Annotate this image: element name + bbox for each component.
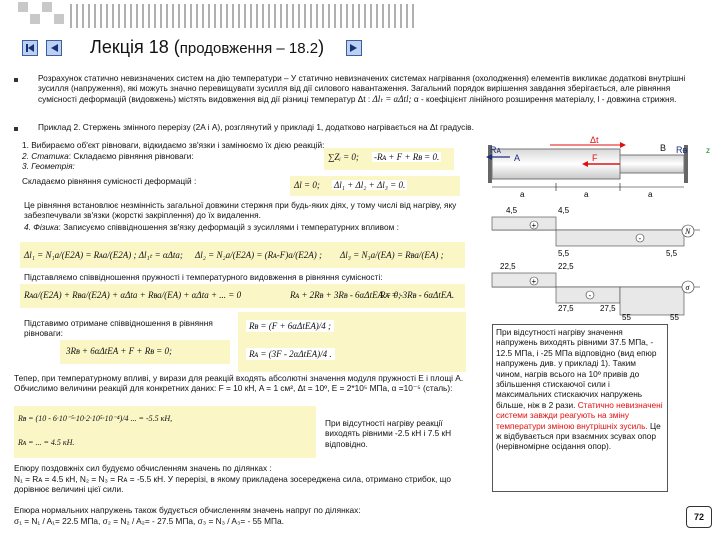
- n-diagram-label: N: [685, 227, 691, 236]
- step-4: 4. Фізика: Записуємо співвідношення зв'язку деформацій з зусиллями і температурних впливом :: [24, 222, 399, 232]
- svg-text:+: +: [531, 221, 537, 230]
- svg-text:-: -: [638, 234, 642, 243]
- conclusion-highlight: Статично невизначені системи завжди реагують на зміну температури зміною внутрішніх зусиль.: [496, 399, 663, 431]
- numeric-paragraph: Тепер, при температурному впливі, у вирази для реакцій входять абсолютні значення модуля пружності E і площі A. Обчислимо величини реакцій для конкретних даних: F = 10 кН, A = 1 см², Δt = 10º, E = 2*10⁵ МПа, α =10⁻⁵ (сталь):: [14, 373, 464, 394]
- substitution-text-1: Підставляємо співвідношення пружності і температурного видовження в рівняння сумісності:: [24, 272, 383, 282]
- n-val-1: 4,5: [506, 206, 518, 215]
- page-title: Лекція 18 (продовження – 18.2): [90, 37, 325, 57]
- n-val-3: 5,5: [558, 249, 570, 258]
- n-val-4: 5,5: [666, 249, 678, 258]
- triangle-left-icon: [47, 41, 61, 55]
- force-diagram-text: Епюру поздовжніх сил будуємо обчисленням значень по ділянках :: [14, 463, 272, 473]
- conclusion-note: При відсутності нагріву значення напружень виходять рівними 37.5 МПа, - 12.5 МПа, і -25 МПа відповідно (вид епюр напружень див. у прикладі 1). Таким чином, нагрів всього на 10º привів до збільшення стискаючої сили і максимальних стискаючих напружень більше, ніж в 2 рази. Статично невизначені системи завжди реагують на зміну температури зміною внутрішніх зусиль. Це ж відбувається при взаємних зсувах опор (нерівномірне осідання опор).: [492, 324, 668, 492]
- dt-label: Δt: [590, 135, 599, 145]
- rb-label: Rᴃ: [676, 145, 688, 155]
- sigma-val-1: 22,5: [500, 262, 516, 271]
- compatibility-formula: Δl = 0; Δl₁ + Δl₂ + Δl₃ = 0.: [290, 176, 460, 196]
- force-label: F: [592, 153, 598, 163]
- no-heating-note: При відсутності нагріву реакції виходять рівними -2.5 кН і 7.5 кН відповідно.: [325, 418, 452, 449]
- example-paragraph: Приклад 2. Стержень змінного перерізу (2A і A), розглянутий у прикладі 1, додатково нагрівається на Δt градусів.: [38, 122, 474, 132]
- sigma-val-3: 27,5: [558, 304, 574, 313]
- step-1: 1. Вибираємо об'єкт рівноваги, відкидаємо зв'язки і замінюємо їх дією реакцій:: [22, 140, 325, 150]
- dl-general-formula: Δlₜ = αΔtl;: [372, 93, 412, 104]
- compatibility-expanded: Rᴀa/(E2A) + Rᴃa/(E2A) + αΔta + Rᴃa/(EA) + αΔta + ... = 0 Rᴀ + 2Rᴃ + 3Rᴃ - 6αΔtEA = 0; Rᴀ = -3Rᴃ - 6αΔtEA.: [20, 284, 465, 308]
- equilibrium-substituted: 3Rᴃ + 6αΔtEA + F + Rᴃ = 0;: [60, 340, 230, 364]
- force-values-text: N₁ = Rᴀ = 4.5 кН, N₂ = N₃ = Rᴀ = -5.5 кН. У перерізі, в якому прикладена зосереджена сила, отримано стрибок, що дорівнює величині цієї сили.: [14, 474, 452, 495]
- sigma-val-4: 27,5: [600, 304, 616, 313]
- dim-a-3: a: [648, 190, 653, 199]
- n-negative-region: [556, 230, 684, 246]
- beam-section-a: [620, 155, 684, 173]
- dim-a-1: a: [520, 190, 525, 199]
- physics-formulas: Δl₁ = N₁a/(E2A) = Rᴀa/(E2A) ; Δl₁ₜ = αΔta; Δl₂ = N₂a/(E2A) = (Rᴀ-F)a/(E2A) ; Δl₃ = N₃a/(EA) = Rᴃa/(EA) ;: [20, 242, 465, 268]
- svg-text:-: -: [588, 291, 592, 300]
- sigma-val-2: 22,5: [558, 262, 574, 271]
- sigma-val-6: 55: [670, 313, 679, 320]
- a-label: A: [514, 153, 521, 163]
- b-label: B: [660, 143, 667, 153]
- bullet-icon: [14, 127, 18, 131]
- step-2: 2. Статика: Складаємо рівняння рівноваги:: [22, 151, 194, 161]
- dt-arrow-icon: [620, 142, 626, 148]
- ra-label: Rᴀ: [490, 145, 501, 155]
- intro-paragraph: Розрахунок статично невизначених систем на дію температури – У статично невизначених системах нагрівання (охолодження) елементів викликає додаткові внутрішні зусилля (напруження), які можуть значно перевищувати зусилля від дії силового навантаження. Загальний порядок вирішення завдання зберігається, але рівняння сумісності деформацій (видовжень) містять видовження від дії різниці температур Δt : Δlₜ = αΔtl; α - коефіцієнт лінійного розширення матеріалу, l - довжина стрижня.: [38, 73, 686, 104]
- sigma-positive-region: [492, 273, 556, 287]
- stress-values-text: σ₁ = N₁ / A₁= 22.5 МПа, σ₂ = N₂ / A₂= - 27.5 МПа, σ₃ = N₃ / A₃= - 55 МПа.: [14, 516, 284, 526]
- numeric-reactions: Rᴃ = (10 - 6·10⁻⁵·10·2·10⁵·10⁻⁴)/4 ... = -5.5 кН, Rᴀ = ... = 4.5 кН.: [14, 406, 316, 458]
- reactions-formula: Rᴃ = (F + 6αΔtEA)/4 ; Rᴀ = (3F - 2αΔtEA)/4 .: [238, 312, 466, 372]
- next-slide-button[interactable]: [346, 40, 362, 56]
- sigma-neg-region-2: [620, 287, 684, 315]
- z-axis-label: z: [706, 146, 710, 155]
- triangle-right-icon: [347, 41, 361, 55]
- compatibility-paragraph: Це рівняння встановлює незмінність загальної довжини стержня при будь-яких діях, у тому числі від нагріву, яку забезпечували зв'язки (жорсткі закріплення) до їх видалення.: [24, 200, 457, 221]
- stress-diagram-text: Епюра нормальних напружень також будується обчисленням значень напруг по ділянках:: [14, 505, 361, 515]
- header-decoration: [0, 0, 720, 30]
- dim-a-2: a: [584, 190, 589, 199]
- prev-slide-button[interactable]: [46, 40, 62, 56]
- n-val-2: 4,5: [558, 206, 570, 215]
- skip-back-icon: [23, 41, 37, 55]
- beam-diagram: [470, 135, 720, 320]
- equilibrium-formula: ∑Zᵢ = 0; -Rᴀ + F + Rᴃ = 0.: [324, 148, 454, 170]
- n-positive-region: [492, 217, 556, 230]
- bullet-icon: [14, 78, 18, 82]
- svg-text:+: +: [531, 277, 537, 286]
- sigma-val-5: 55: [622, 313, 631, 320]
- step-3: 3. Геометрія:: [22, 161, 75, 171]
- substitution-text-2: Підставимо отримане співвідношення в рівняння рівноваги:: [24, 318, 213, 339]
- step-3-text: Складаємо рівняння сумісності деформацій :: [22, 176, 197, 186]
- sigma-diagram-label: σ: [685, 283, 690, 292]
- first-slide-button[interactable]: [22, 40, 38, 56]
- page-number: 72: [686, 506, 712, 528]
